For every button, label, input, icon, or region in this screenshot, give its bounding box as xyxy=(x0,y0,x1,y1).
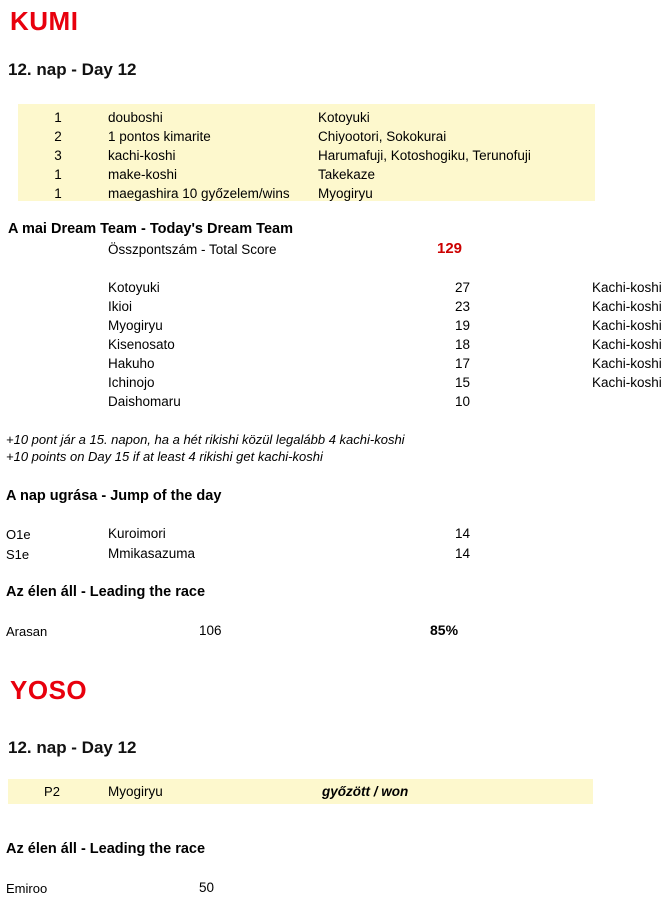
summary-label: douboshi xyxy=(108,110,163,125)
kumi-leader-points: 106 xyxy=(199,623,222,638)
summary-label: kachi-koshi xyxy=(108,148,176,163)
summary-count: 2 xyxy=(54,129,62,144)
team-member-tag: Kachi-koshi xyxy=(592,280,662,295)
team-member-name: Hakuho xyxy=(108,356,155,371)
summary-count: 3 xyxy=(54,148,62,163)
bonus-note-en: +10 points on Day 15 if at least 4 rikishi get kachi-koshi xyxy=(6,449,323,464)
dream-team-heading: A mai Dream Team - Today's Dream Team xyxy=(8,221,293,237)
team-member-points: 15 xyxy=(454,375,470,390)
summary-row xyxy=(0,165,600,184)
summary-row xyxy=(0,184,600,203)
summary-names: Harumafuji, Kotoshogiku, Terunofuji xyxy=(318,148,531,163)
yoso-name: Myogiryu xyxy=(108,784,163,799)
yoso-section-title: YOSO xyxy=(10,675,88,705)
summary-count: 1 xyxy=(54,110,62,125)
team-member-name: Ikioi xyxy=(108,299,133,314)
team-member-points: 18 xyxy=(454,337,470,352)
yoso-leading-heading: Az élen áll - Leading the race xyxy=(6,841,206,857)
summary-names: Chiyootori, Sokokurai xyxy=(318,129,447,144)
team-member-tag: Kachi-koshi xyxy=(592,356,662,371)
summary-row xyxy=(0,146,600,165)
jump-value: 14 xyxy=(454,526,470,541)
jump-heading: A nap ugrása - Jump of the day xyxy=(6,488,222,504)
kumi-leading-heading: Az élen áll - Leading the race xyxy=(6,584,206,600)
summary-label: make-koshi xyxy=(108,167,178,182)
summary-row xyxy=(0,127,600,146)
team-member-points: 19 xyxy=(454,318,470,333)
kumi-leader-name: Arasan xyxy=(6,624,48,639)
team-member-points: 23 xyxy=(454,299,470,314)
summary-label: maegashira 10 győzelem/wins xyxy=(108,186,290,201)
jump-rank: O1e xyxy=(6,527,31,542)
team-member-points: 27 xyxy=(454,280,470,295)
team-member-tag: Kachi-koshi xyxy=(592,318,662,333)
yoso-leader-name: Emiroo xyxy=(6,881,48,896)
jump-name: Mmikasazuma xyxy=(108,546,196,561)
team-member-tag: Kachi-koshi xyxy=(592,375,662,390)
yoso-result: győzött / won xyxy=(322,784,409,799)
team-member-name: Kotoyuki xyxy=(108,280,160,295)
team-member-name: Kisenosato xyxy=(108,337,175,352)
team-member-name: Myogiryu xyxy=(108,318,163,333)
jump-rank: S1e xyxy=(6,547,30,562)
team-member-name: Daishomaru xyxy=(108,394,181,409)
total-score-label: Összpontszám - Total Score xyxy=(108,242,277,257)
summary-names: Kotoyuki xyxy=(318,110,370,125)
total-score-value: 129 xyxy=(437,240,463,257)
summary-names: Takekaze xyxy=(318,167,376,182)
kumi-section-title: KUMI xyxy=(10,6,79,36)
kumi-leader-percent: 85% xyxy=(430,622,459,638)
jump-value: 14 xyxy=(454,546,470,561)
summary-names: Myogiryu xyxy=(318,186,373,201)
summary-count: 1 xyxy=(54,167,62,182)
kumi-day-heading: 12. nap - Day 12 xyxy=(8,60,137,79)
summary-count: 1 xyxy=(54,186,62,201)
summary-row xyxy=(0,108,600,127)
yoso-rank: P2 xyxy=(44,784,60,799)
yoso-result-band xyxy=(8,779,593,804)
team-member-name: Ichinojo xyxy=(108,375,155,390)
team-member-points: 10 xyxy=(454,394,470,409)
summary-label: 1 pontos kimarite xyxy=(108,129,211,144)
team-member-points: 17 xyxy=(454,356,470,371)
yoso-leader-points: 50 xyxy=(199,880,215,895)
bonus-note-hu: +10 pont jár a 15. napon, ha a hét rikishi közül legalább 4 kachi-koshi xyxy=(6,432,405,447)
team-member-tag: Kachi-koshi xyxy=(592,299,662,314)
yoso-day-heading: 12. nap - Day 12 xyxy=(8,738,137,757)
team-member-tag: Kachi-koshi xyxy=(592,337,662,352)
jump-name: Kuroimori xyxy=(108,526,166,541)
